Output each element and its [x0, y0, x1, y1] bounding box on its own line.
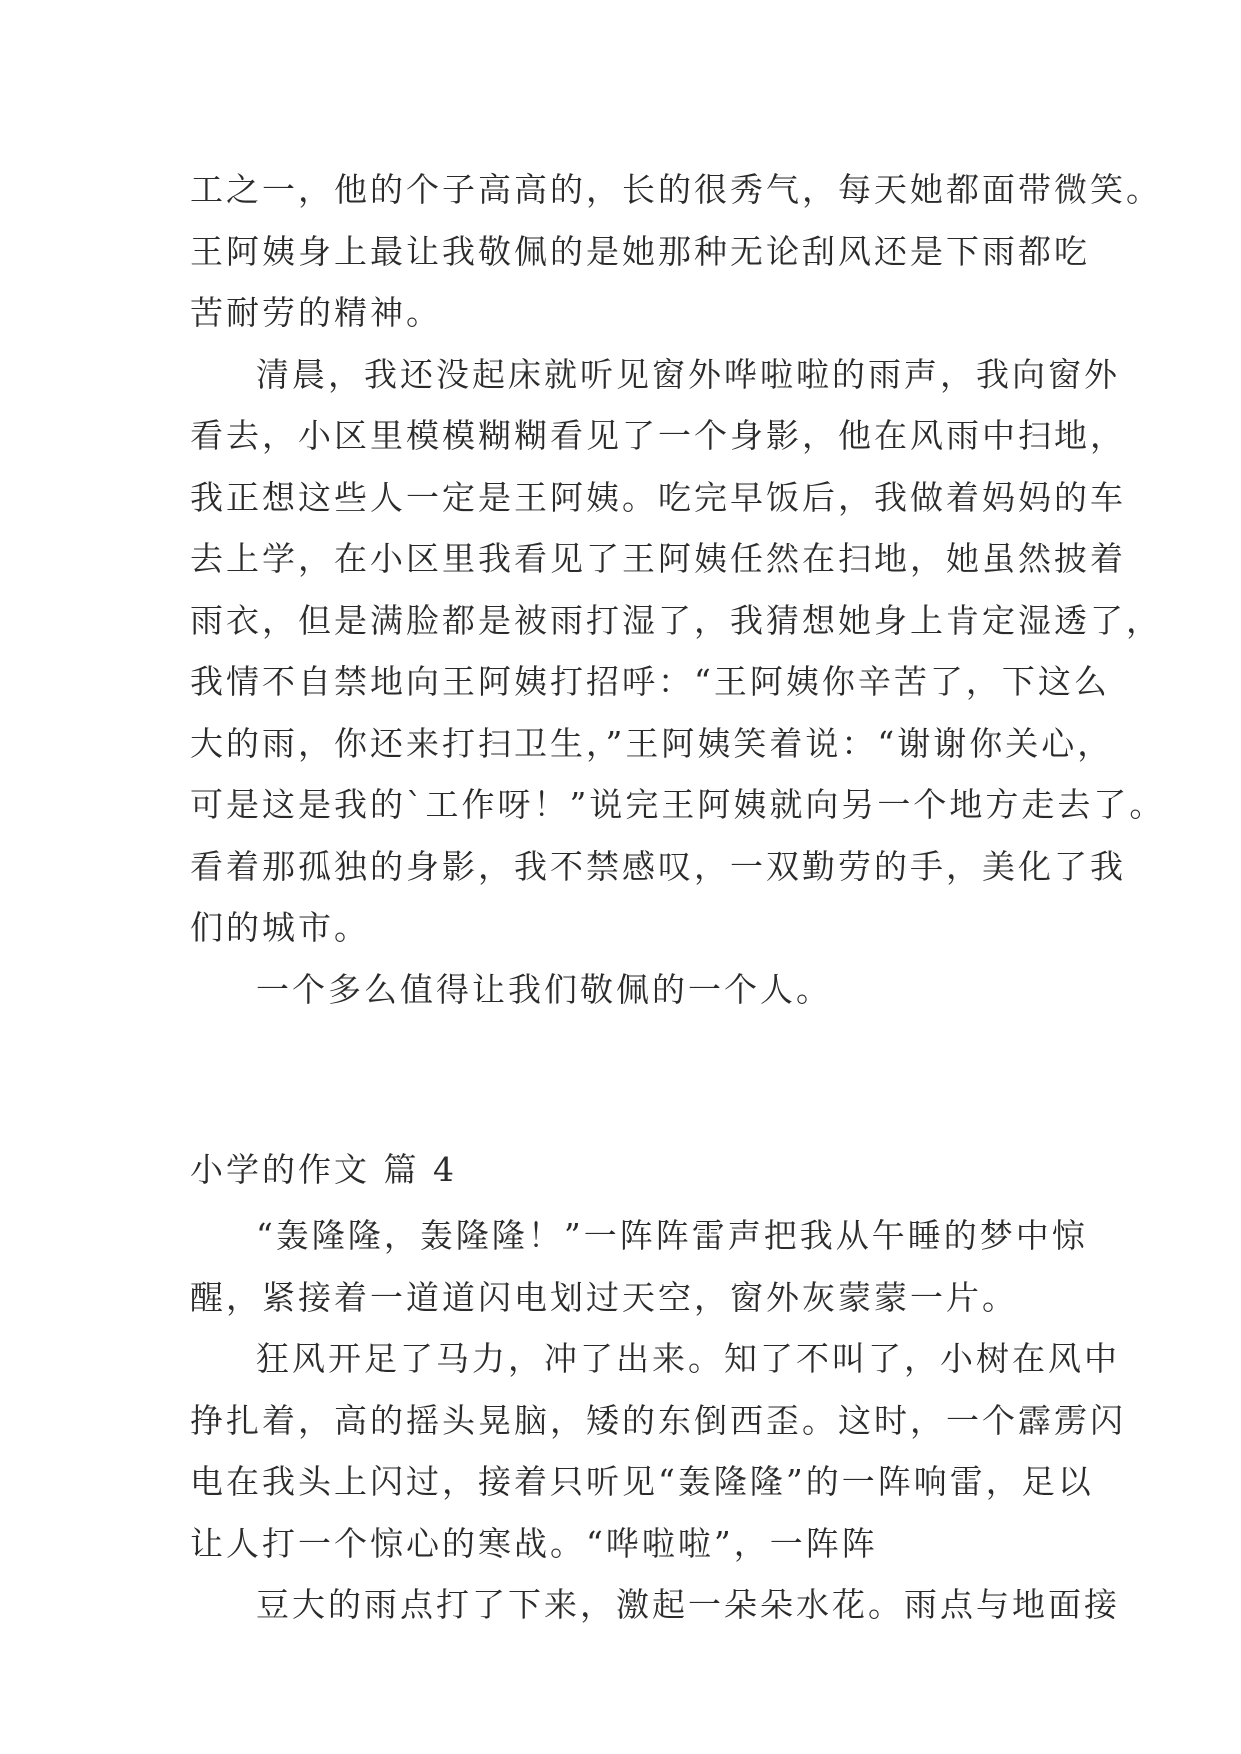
text-line: 清晨，我还没起床就听见窗外哗啦啦的雨声，我向窗外 [256, 354, 1120, 394]
text-line: 电在我头上闪过，接着只听见“轰隆隆”的一阵响雷，足以 [190, 1462, 1094, 1501]
text-line: 我正想这些人一定是王阿姨。吃完早饭后，我做着妈妈的车 [190, 477, 1126, 517]
text-line: 狂风开足了马力，冲了出来。知了不叫了，小树在风中 [256, 1339, 1120, 1378]
section-heading: 小学的作文 篇 4 [190, 1150, 457, 1189]
text-line: 雨衣，但是满脸都是被雨打湿了，我猜想她身上肯定湿透了， [190, 600, 1162, 640]
document-body [190, 159, 1166, 1636]
section-spacer [190, 1020, 1070, 1135]
text-line: 可是这是我的`工作呀！”说完王阿姨就向另一个地方走去了。 [190, 785, 1166, 824]
text-line: 一个多么值得让我们敬佩的一个人。 [256, 969, 832, 1009]
text-line: 们的城市。 [190, 908, 370, 947]
text-line: 看着那孤独的身影，我不禁感叹，一双勤劳的手，美化了我 [190, 846, 1126, 886]
text-line: 王阿姨身上最让我敬佩的是她那种无论刮风还是下雨都吃 [190, 231, 1090, 271]
text-line: 让人打一个惊心的寒战。“哗啦啦”，一阵阵 [190, 1523, 878, 1563]
text-line: 挣扎着，高的摇头晃脑，矮的东倒西歪。这时，一个霹雳闪 [190, 1400, 1126, 1440]
text-line: 我情不自禁地向王阿姨打招呼：“王阿姨你辛苦了，下这么 [190, 662, 1110, 701]
text-line: 大的雨，你还来打扫卫生，”王阿姨笑着说：“谢谢你关心， [190, 723, 1114, 763]
text-line: 苦耐劳的精神。 [190, 293, 442, 332]
text-line: “轰隆隆，轰隆隆！”一阵阵雷声把我从午睡的梦中惊 [256, 1216, 1088, 1255]
text-line: 看去，小区里模模糊糊看见了一个身影，他在风雨中扫地， [190, 416, 1126, 455]
text-line: 醒，紧接着一道道闪电划过天空，窗外灰蒙蒙一片。 [190, 1277, 1018, 1317]
text-line: 豆大的雨点打了下来，激起一朵朵水花。雨点与地面接 [256, 1585, 1120, 1624]
text-line: 去上学，在小区里我看见了王阿姨任然在扫地，她虽然披着 [190, 539, 1126, 578]
text-line: 工之一，他的个子高高的，长的很秀气，每天她都面带微笑。 [190, 170, 1162, 209]
